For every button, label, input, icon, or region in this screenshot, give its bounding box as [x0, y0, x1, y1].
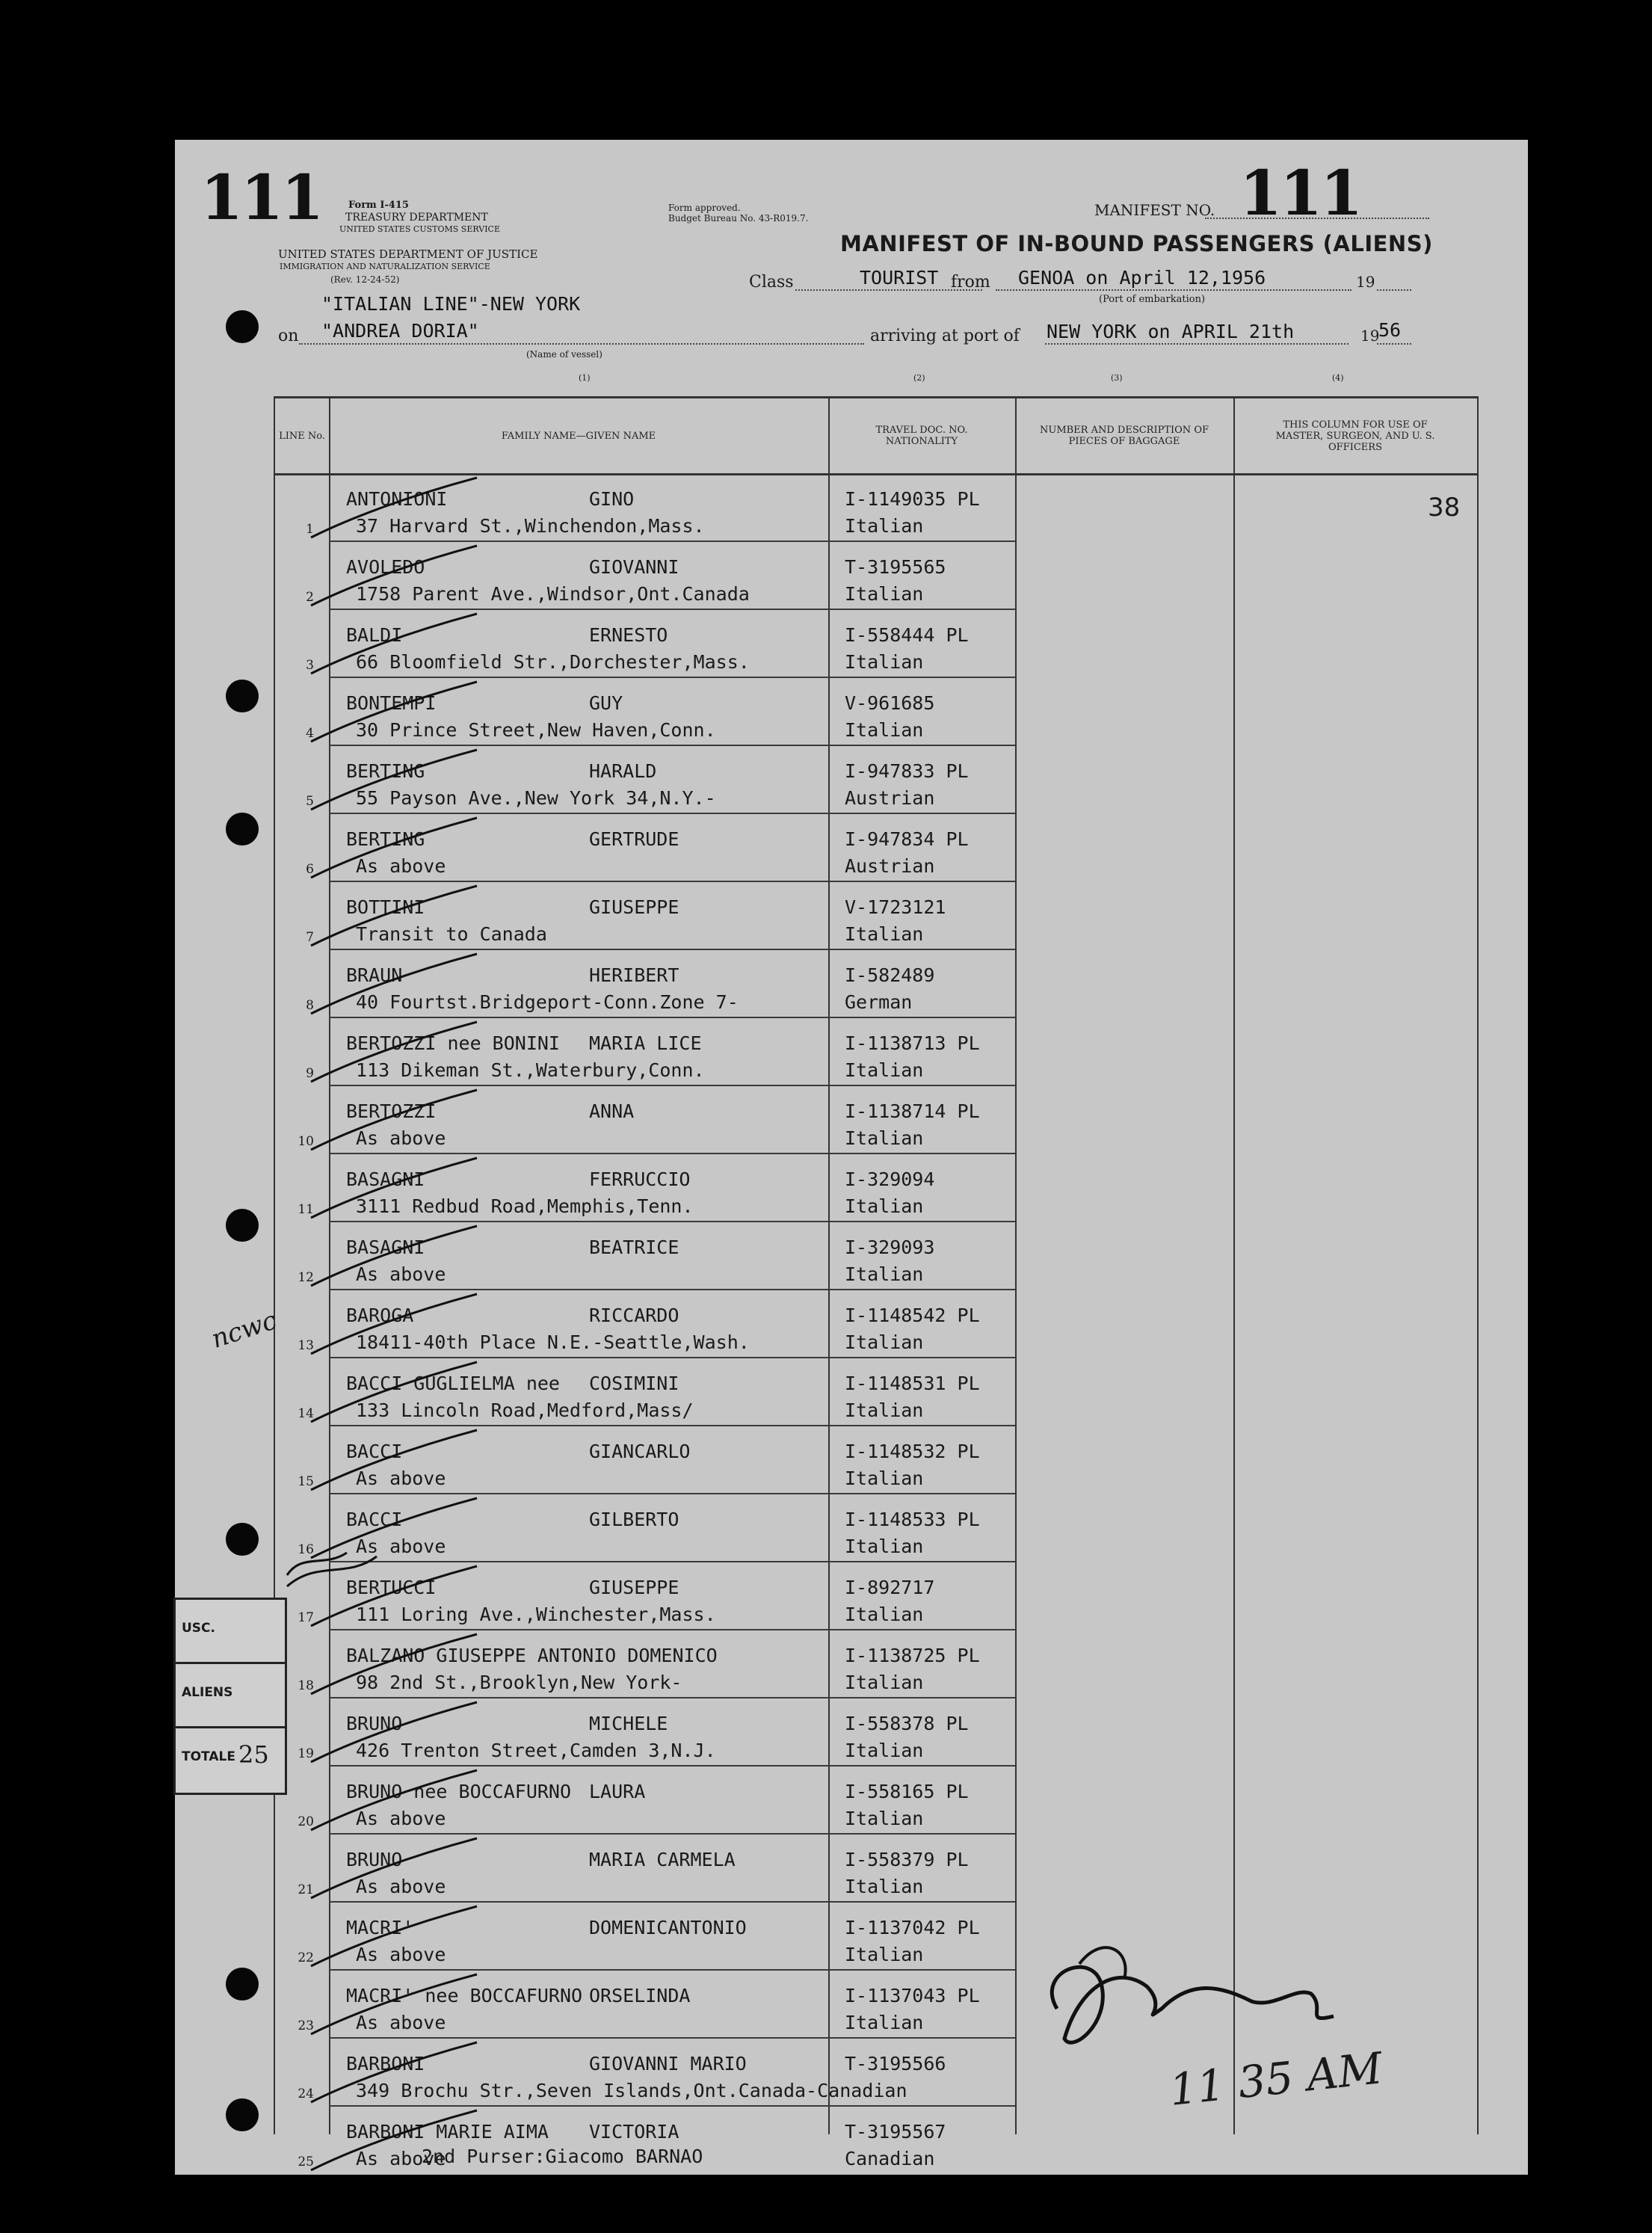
port-of-arrival: NEW YORK on APRIL 21th	[1047, 321, 1295, 342]
class-value: TOURIST	[860, 267, 939, 289]
travel-doc: I-1148533 PL	[845, 1509, 980, 1530]
line-number: 15	[298, 1474, 314, 1489]
nationality: Italian	[845, 1740, 924, 1761]
family-name: BALZANO GIUSEPPE ANTONIO DOMENICO	[346, 1645, 718, 1666]
class-label: Class	[749, 273, 794, 292]
address: As above	[356, 1263, 446, 1285]
tally-usc-label: USC.	[182, 1621, 215, 1636]
nationality: Italian	[845, 1263, 924, 1285]
nationality: Italian	[845, 2012, 924, 2033]
tally-aliens-label: ALIENS	[182, 1685, 233, 1700]
tally-totale-label: TOTALE	[182, 1749, 235, 1764]
line-number: 24	[298, 2086, 314, 2101]
year-prefix: 19	[1356, 273, 1375, 291]
travel-doc: I-947833 PL	[845, 760, 969, 782]
line-number: 10	[298, 1134, 314, 1149]
family-name: BERTOZZI nee BONINI	[346, 1032, 560, 1054]
given-name: FERRUCCIO	[589, 1168, 691, 1190]
given-name: GIUSEPPE	[589, 896, 679, 918]
header-line-no: LINE No.	[279, 430, 325, 442]
travel-doc: I-558379 PL	[845, 1849, 969, 1870]
col-num-2: (2)	[913, 373, 925, 383]
header-officers: THIS COLUMN FOR USE OF MASTER, SURGEON, AND U. S. OFFICERS	[1275, 419, 1435, 453]
purser-name: 2nd Purser:Giacomo BARNAO	[422, 2146, 703, 2167]
given-name: MARIA LICE	[589, 1032, 702, 1054]
family-name: BARBONI MARIE AIMA	[346, 2121, 549, 2143]
dept-justice: UNITED STATES DEPARTMENT OF JUSTICE	[278, 247, 538, 261]
address: As above	[356, 1536, 446, 1557]
line-number: 3	[306, 658, 314, 673]
nationality: Italian	[845, 923, 924, 945]
given-name: COSIMINI	[589, 1373, 679, 1394]
line-number: 19	[298, 1746, 314, 1761]
given-name: GIOVANNI MARIO	[589, 2053, 747, 2075]
family-name: BARBONI	[346, 2053, 425, 2075]
line-number: 14	[298, 1406, 314, 1421]
manifest-sheet	[175, 140, 1528, 2175]
arrival-year-prefix: 19	[1360, 327, 1380, 345]
stamp-number-right: 111	[1239, 158, 1361, 230]
travel-doc: I-329093	[845, 1236, 935, 1258]
travel-doc: I-558378 PL	[845, 1713, 969, 1734]
nationality: Italian	[845, 1331, 924, 1353]
address: 3111 Redbud Road,Memphis,Tenn.	[356, 1195, 694, 1217]
travel-doc: I-1148532 PL	[845, 1441, 980, 1462]
given-name: LAURA	[589, 1781, 646, 1802]
family-name: MACRI' nee BOCCAFURNO	[346, 1985, 583, 2006]
given-name: ANNA	[589, 1100, 635, 1122]
from-label: from	[951, 273, 990, 292]
nationality: Italian	[845, 1059, 924, 1081]
address: As above	[356, 2148, 446, 2169]
handwritten-signature	[175, 140, 1528, 2175]
nationality: Italian	[845, 1195, 924, 1217]
travel-doc: T-3195566	[845, 2053, 946, 2075]
nationality: Italian	[845, 1604, 924, 1625]
address: 40 Fourtst.Bridgeport-Conn.Zone 7-	[356, 991, 739, 1013]
manifest-no-label: MANIFEST NO.	[1094, 201, 1215, 219]
nationality: Italian	[845, 1536, 924, 1557]
family-name: ANTONIONI	[346, 488, 448, 510]
line-number: 11	[298, 1202, 314, 1217]
address: 113 Dikeman St.,Waterbury,Conn.	[356, 1059, 705, 1081]
line-number: 8	[306, 998, 314, 1013]
line-number: 20	[298, 1814, 314, 1829]
immigration-service: IMMIGRATION AND NATURALIZATION SERVICE	[280, 262, 490, 271]
line-number: 4	[306, 726, 314, 741]
given-name: GIANCARLO	[589, 1441, 691, 1462]
officer-annotation: 38	[1428, 493, 1461, 523]
margin-note: ncwc	[207, 1305, 281, 1355]
header-baggage: NUMBER AND DESCRIPTION OF PIECES OF BAGGAGE	[1039, 425, 1209, 447]
col-num-4: (4)	[1332, 373, 1344, 383]
line-number: 22	[298, 1950, 314, 1965]
nationality: Italian	[845, 515, 924, 537]
given-name: HARALD	[589, 760, 657, 782]
family-name: BASAGNI	[346, 1236, 425, 1258]
travel-doc: V-1723121	[845, 896, 946, 918]
nationality: Italian	[845, 651, 924, 673]
nationality: Italian	[845, 1876, 924, 1897]
family-name: BERTUCCI	[346, 1577, 437, 1598]
travel-doc: T-3195565	[845, 556, 946, 578]
family-name: BERTOZZI	[346, 1100, 437, 1122]
family-name: BASAGNI	[346, 1168, 425, 1190]
travel-doc: I-1137043 PL	[845, 1985, 980, 2006]
nationality: Canadian	[845, 2148, 935, 2169]
col-num-3: (3)	[1111, 373, 1123, 383]
address: 37 Harvard St.,Winchendon,Mass.	[356, 515, 705, 537]
travel-doc: I-329094	[845, 1168, 935, 1190]
given-name: ORSELINDA	[589, 1985, 691, 2006]
line-number: 23	[298, 2018, 314, 2033]
manifest-title: MANIFEST OF IN-BOUND PASSENGERS (ALIENS)	[840, 231, 1433, 256]
line-number: 21	[298, 1882, 314, 1897]
given-name: MICHELE	[589, 1713, 668, 1734]
nationality: Italian	[845, 1944, 924, 1965]
family-name: AVOLEDO	[346, 556, 425, 578]
family-name: BALDI	[346, 624, 403, 646]
line-number: 9	[306, 1066, 314, 1081]
address: As above	[356, 1944, 446, 1965]
given-name: BEATRICE	[589, 1236, 679, 1258]
address: 66 Bloomfield Str.,Dorchester,Mass.	[356, 651, 750, 673]
line-number: 7	[306, 930, 314, 945]
nationality: Italian	[845, 1467, 924, 1489]
line-number: 18	[298, 1678, 314, 1693]
arriving-label: arriving at port of	[870, 327, 1020, 345]
address: 55 Payson Ave.,New York 34,N.Y.-	[356, 787, 716, 809]
given-name: MARIA CARMELA	[589, 1849, 736, 1870]
travel-doc: I-1137042 PL	[845, 1917, 980, 1938]
nationality: Austrian	[845, 787, 935, 809]
address: As above	[356, 2012, 446, 2033]
vessel-name: "ANDREA DORIA"	[321, 320, 479, 342]
given-name: DOMENICANTONIO	[589, 1917, 747, 1938]
header-travel-doc: TRAVEL DOC. NO. NATIONALITY	[875, 425, 968, 447]
family-name: BAROGA	[346, 1305, 414, 1326]
nationality: Italian	[845, 583, 924, 605]
line-number: 2	[306, 590, 314, 605]
handwritten-time: 11 35 AM	[1167, 2042, 1385, 2116]
dept-customs: UNITED STATES CUSTOMS SERVICE	[339, 224, 500, 234]
address: As above	[356, 855, 446, 877]
address: 133 Lincoln Road,Medford,Mass/	[356, 1399, 694, 1421]
family-name: BONTEMPI	[346, 692, 437, 714]
address: As above	[356, 1127, 446, 1149]
on-label: on	[278, 327, 299, 345]
col-num-1: (1)	[579, 373, 591, 383]
family-name: BRUNO	[346, 1849, 403, 1870]
nationality: Italian	[845, 1672, 924, 1693]
given-name: GILBERTO	[589, 1509, 679, 1530]
line-number: 5	[306, 794, 314, 809]
address: 1758 Parent Ave.,Windsor,Ont.Canada	[356, 583, 750, 605]
line-number: 12	[298, 1270, 314, 1285]
nationality: Italian	[845, 1808, 924, 1829]
travel-doc: I-1138714 PL	[845, 1100, 980, 1122]
given-name: GUY	[589, 692, 623, 714]
line-number: 25	[298, 2155, 314, 2169]
line-number: 6	[306, 862, 314, 877]
travel-doc: I-1138725 PL	[845, 1645, 980, 1666]
family-name: BACCI GUGLIELMA nee	[346, 1373, 560, 1394]
family-name: BOTTINI	[346, 896, 425, 918]
given-name: GIUSEPPE	[589, 1577, 679, 1598]
family-name: BACCI	[346, 1441, 403, 1462]
form-revision: (Rev. 12-24-52)	[330, 274, 400, 285]
form-approved: Form approved.	[668, 203, 741, 213]
address: As above	[356, 1467, 446, 1489]
travel-doc: I-892717	[845, 1577, 935, 1598]
address: As above	[356, 1808, 446, 1829]
address: Transit to Canada	[356, 923, 547, 945]
nationality: German	[845, 991, 913, 1013]
address: 111 Loring Ave.,Winchester,Mass.	[356, 1604, 716, 1625]
travel-doc: I-947834 PL	[845, 828, 969, 850]
travel-doc: V-961685	[845, 692, 935, 714]
family-name: MACRI'	[346, 1917, 414, 1938]
family-name: BRAUN	[346, 964, 403, 986]
tally-totale-value: 25	[238, 1740, 269, 1769]
nationality: Italian	[845, 1399, 924, 1421]
family-name: BERTING	[346, 760, 425, 782]
given-name: RICCARDO	[589, 1305, 679, 1326]
shipping-line: "ITALIAN LINE"-NEW YORK	[321, 293, 581, 315]
dept-treasury: TREASURY DEPARTMENT	[345, 212, 488, 224]
address: 30 Prince Street,New Haven,Conn.	[356, 719, 716, 741]
travel-doc: T-3195567	[845, 2121, 946, 2143]
given-name: HERIBERT	[589, 964, 679, 986]
nationality: Italian	[845, 719, 924, 741]
line-number: 1	[306, 522, 314, 537]
line-number: 17	[298, 1610, 314, 1625]
address: As above	[356, 1876, 446, 1897]
travel-doc: I-1149035 PL	[845, 488, 980, 510]
given-name: GIOVANNI	[589, 556, 679, 578]
travel-doc: I-582489	[845, 964, 935, 986]
travel-doc: I-558444 PL	[845, 624, 969, 646]
family-name: BERTING	[346, 828, 425, 850]
address: 18411-40th Place N.E.-Seattle,Wash.	[356, 1331, 750, 1353]
line-number: 16	[298, 1542, 314, 1557]
address: 349 Brochu Str.,Seven Islands,Ont.Canada-Canadian	[356, 2080, 907, 2101]
header-family-name: FAMILY NAME—GIVEN NAME	[501, 430, 656, 442]
travel-doc: I-1148531 PL	[845, 1373, 980, 1394]
travel-doc: I-558165 PL	[845, 1781, 969, 1802]
nationality: Austrian	[845, 855, 935, 877]
given-name: GINO	[589, 488, 635, 510]
given-name: GERTRUDE	[589, 828, 679, 850]
address: 426 Trenton Street,Camden 3,N.J.	[356, 1740, 716, 1761]
line-number: 13	[298, 1338, 314, 1353]
arrival-year-suffix: 56	[1378, 319, 1402, 341]
travel-doc: I-1138713 PL	[845, 1032, 980, 1054]
port-of-embarkation: GENOA on April 12,1956	[1018, 267, 1266, 289]
port-embark-caption: (Port of embarkation)	[1099, 294, 1206, 305]
travel-doc: I-1148542 PL	[845, 1305, 980, 1326]
stamp-number-left: 111	[200, 162, 322, 234]
budget-bureau: Budget Bureau No. 43-R019.7.	[668, 213, 809, 224]
address: 98 2nd St.,Brooklyn,New York-	[356, 1672, 682, 1693]
given-name: VICTORIA	[589, 2121, 679, 2143]
nationality: Italian	[845, 1127, 924, 1149]
given-name: ERNESTO	[589, 624, 668, 646]
family-name: BRUNO nee BOCCAFURNO	[346, 1781, 572, 1802]
vessel-caption: (Name of vessel)	[526, 349, 602, 360]
family-name: BRUNO	[346, 1713, 403, 1734]
family-name: BACCI	[346, 1509, 403, 1530]
form-number: Form I-415	[348, 200, 409, 211]
